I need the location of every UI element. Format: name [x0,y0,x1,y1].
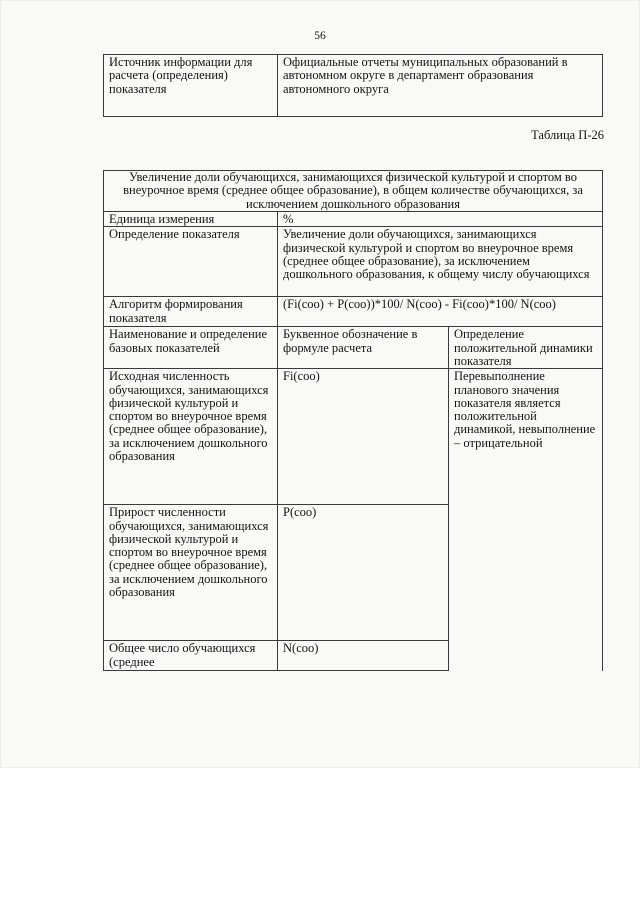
indicator-title-cell: Увеличение доли обучающихся, занимающихся физической культурой и спортом во внеурочное время (среднее общее образование), в общем количестве обучающихся, за исключением дошкольного образования [104,171,603,212]
source-info-table [103,54,603,117]
table-caption: Таблица П-26 [531,128,604,142]
table-row [104,327,603,369]
row-label-cell: Единица измерения [104,212,278,227]
base-indicator-name-cell: Прирост численности обучающихся, занимающихся физической культурой и спортом во внеурочное время (среднее общее образование), за исключением дошкольного образования [104,505,278,641]
row-label-cell: Алгоритм формирования показателя [104,297,278,327]
table-row [104,212,603,227]
dynamics-cell: Перевыполнение планового значения показателя является положительной динамикой, невыполнение – отрицательной [449,369,603,671]
table-row [104,55,603,117]
table-row [104,171,603,212]
column-header-cell: Наименование и определение базовых показателей [104,327,278,369]
row-value-cell: % [278,212,603,227]
base-indicator-symbol-cell: Fi(соо) [278,369,449,505]
base-indicator-name-cell: Исходная численность обучающихся, занимающихся физической культурой и спортом во внеурочное время (среднее общее образование), за исключением дошкольного образования [104,369,278,505]
row-value-cell: Увеличение доли обучающихся, занимающихся физической культурой и спортом во внеурочное время (среднее общее образование), за исключением дошкольного образования, к общему числу обучающихся [278,227,603,297]
row-label-cell: Определение показателя [104,227,278,297]
base-indicator-name-cell: Общее число обучающихся (среднее [104,641,278,671]
table-row [104,369,603,505]
indicator-table [103,170,603,671]
page-number: 56 [314,30,326,42]
column-header-cell: Определение положительной динамики показателя [449,327,603,369]
base-indicator-symbol-cell: N(соо) [278,641,449,671]
table-row [104,227,603,297]
source-label-cell: Источник информации для расчета (определения) показателя [104,55,278,117]
column-header-cell: Буквенное обозначение в формуле расчета [278,327,449,369]
source-value-cell: Официальные отчеты муниципальных образований в автономном округе в департамент образования автономного округа [278,55,603,117]
table-row [104,297,603,327]
formula-cell: (Fi(соо) + P(соо))*100/ N(соо) - Fi(соо)*100/ N(соо) [278,297,603,327]
base-indicator-symbol-cell: P(соо) [278,505,449,641]
